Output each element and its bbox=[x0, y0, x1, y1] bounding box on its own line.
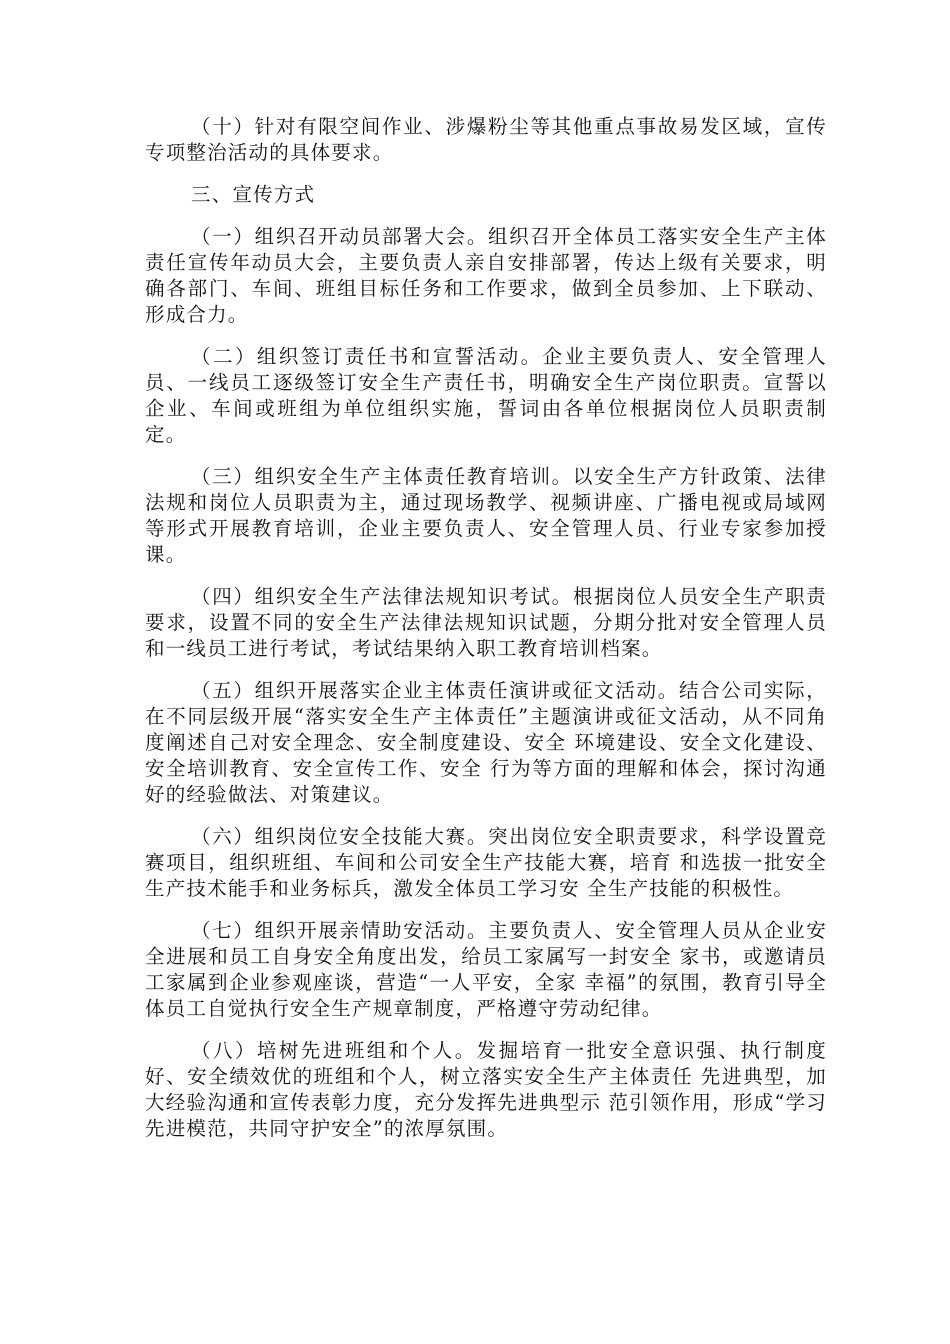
document-body bbox=[145, 114, 827, 1142]
paragraph-method-6: （六）组织岗位安全技能大赛。突出岗位安全职责要求，科学设置竞赛项目，组织班组、车间和公司安全生产技能大赛，培育 和选拔一批安全生产技术能手和业务标兵，激发全体员工学习安 全生产技能的积极性。 bbox=[145, 825, 827, 900]
paragraph-method-1: （一）组织召开动员部署大会。组织召开全体员工落实安全生产主体责任宣传年动员大会，主要负责人亲自安排部署，传达上级有关要求，明确各部门、车间、班组目标任务和工作要求，做到全员参加、上下联动、形成合力。 bbox=[145, 225, 827, 326]
paragraph-method-5: （五）组织开展落实企业主体责任演讲或征文活动。结合公司实际，在不同层级开展“落实安全生产主体责任”主题演讲或征文活动，从不同角度阐述自己对安全理念、安全制度建设、安全 环境建设、安全文化建设、安全培训教育、安全宣传工作、安全 行为等方面的理解和体会，探讨沟通好的经验做法、对策建议。 bbox=[145, 679, 827, 806]
section-heading-publicity-methods: 三、宣传方式 bbox=[191, 183, 316, 206]
paragraph-10: （十）针对有限空间作业、涉爆粉尘等其他重点事故易发区域，宣传专项整治活动的具体要求。 bbox=[145, 115, 827, 164]
paragraph-method-4: （四）组织安全生产法律法规知识考试。根据岗位人员安全生产职责要求，设置不同的安全生产法律法规知识试题，分期分批对安全管理人员和一线员工进行考试，考试结果纳入职工教育培训档案。 bbox=[145, 585, 827, 660]
paragraph-method-7: （七）组织开展亲情助安活动。主要负责人、安全管理人员从企业安全进展和员工自身安全角度出发，给员工家属写一封安全 家书，或邀请员工家属到企业参观座谈，营造“一人平安，全家 幸福”的氛围，教育引导全体员工自觉执行安全生产规章制度，严格遵守劳动纪律。 bbox=[145, 919, 827, 1020]
paragraph-method-2: （二）组织签订责任书和宣誓活动。企业主要负责人、安全管理人员、一线员工逐级签订安全生产责任书，明确安全生产岗位职责。宣誓以企业、车间或班组为单位组织实施，誓词由各单位根据岗位人员职责制定。 bbox=[145, 345, 827, 446]
paragraph-method-3: （三）组织安全生产主体责任教育培训。以安全生产方针政策、法律法规和岗位人员职责为主，通过现场教学、视频讲座、广播电视或局域网等形式开展教育培训，企业主要负责人、安全管理人员、行业专家参加授课。 bbox=[145, 465, 827, 566]
paragraph-method-8: （八）培树先进班组和个人。发掘培育一批安全意识强、执行制度好、安全绩效优的班组和个人，树立落实安全生产主体责任 先进典型，加大经验沟通和宣传表彰力度，充分发挥先进典型示 范引领作用，形成“学习先进模范，共同守护安全”的浓厚氛围。 bbox=[145, 1039, 827, 1140]
